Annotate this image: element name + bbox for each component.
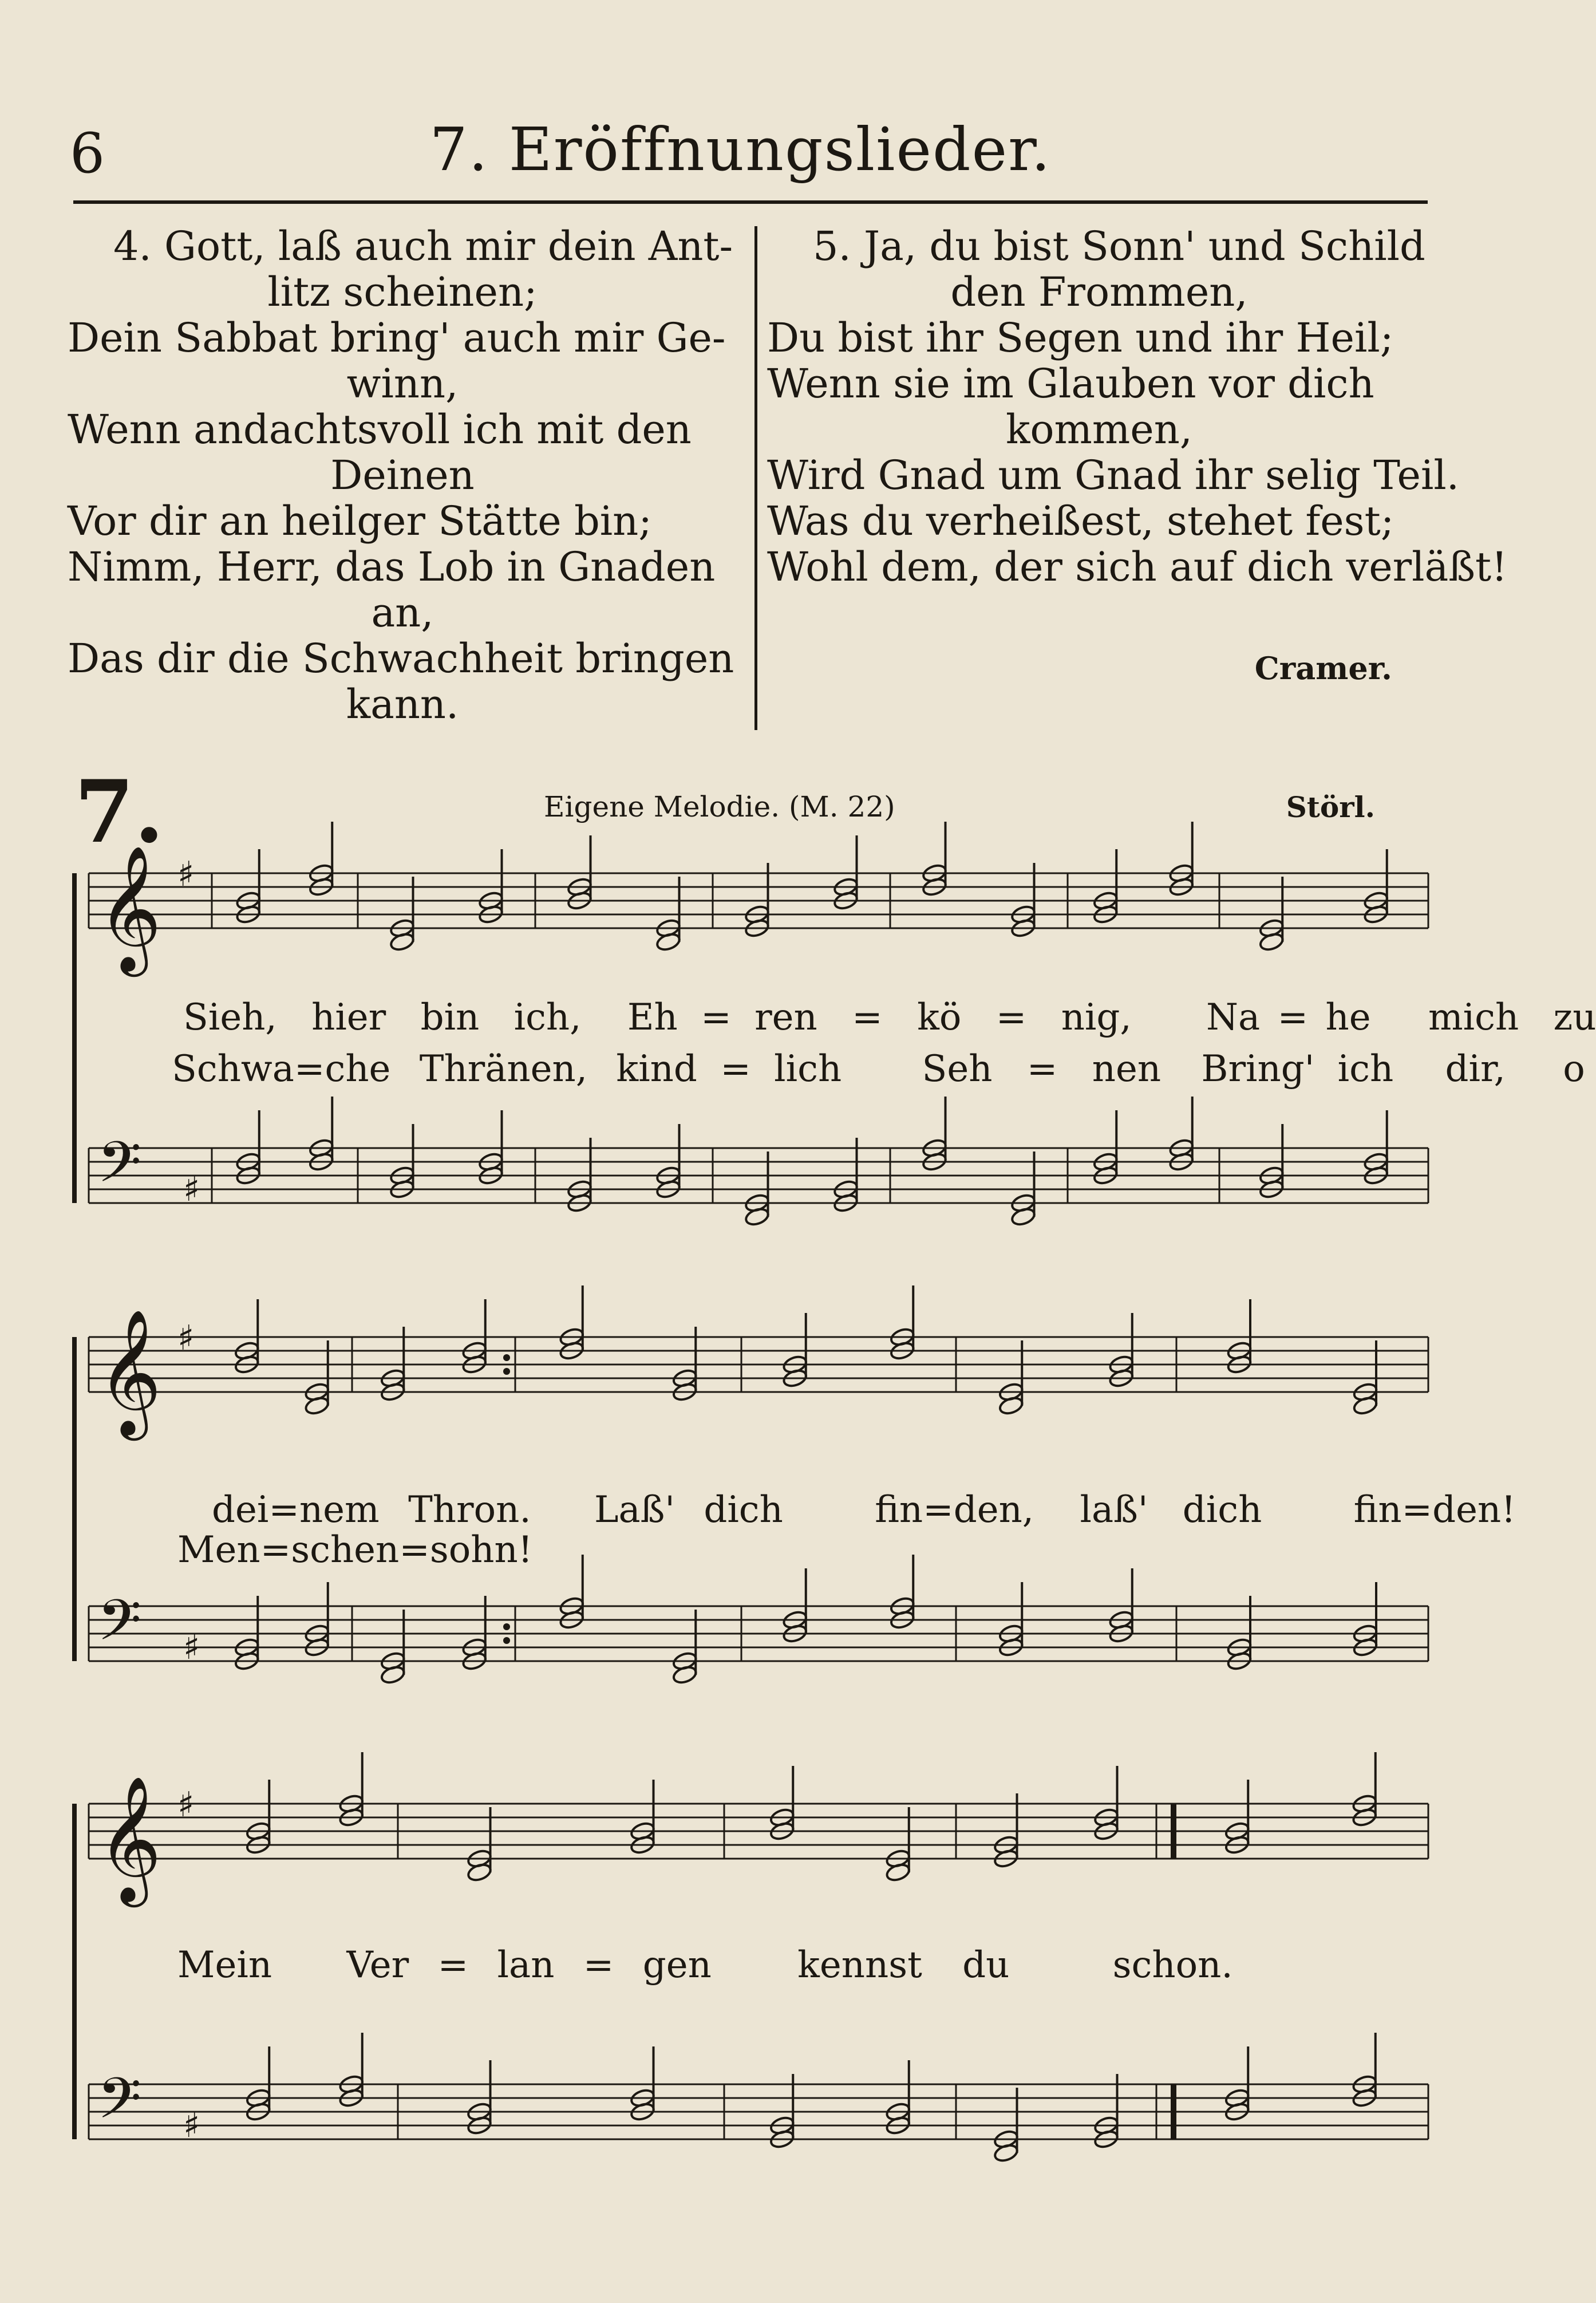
lyric-syllable: Na bbox=[1206, 996, 1261, 1039]
lyric-syllable: nig, bbox=[1061, 996, 1132, 1039]
verse-line: den Frommen, bbox=[950, 269, 1248, 316]
lyric-syllable: schon. bbox=[1112, 1944, 1233, 1986]
lyric-syllable: = bbox=[1401, 1489, 1433, 1531]
verse-line: kommen, bbox=[1005, 406, 1193, 453]
lyric-syllable: = bbox=[995, 996, 1027, 1039]
bass-clef-icon: 𝄢 bbox=[97, 1130, 142, 1209]
lyric-syllable: bin bbox=[420, 996, 480, 1039]
lyric-syllable: = bbox=[268, 1489, 299, 1531]
treble-clef-icon: 𝄞 bbox=[97, 1308, 162, 1435]
bass-clef-icon: 𝄢 bbox=[97, 2066, 142, 2146]
lyric-syllable: = bbox=[399, 1529, 430, 1571]
lyric-syllable: = bbox=[583, 1944, 614, 1986]
verse-line: Wird Gnad um Gnad ihr selig Teil. bbox=[767, 452, 1460, 499]
hymn-number: 7. bbox=[74, 762, 164, 862]
lyric-syllable: nen bbox=[1092, 1048, 1162, 1090]
verse-line: litz scheinen; bbox=[267, 269, 538, 316]
lyric-syllable: Sieh, bbox=[183, 996, 277, 1039]
verse-line: Nimm, Herr, das Lob in Gnaden bbox=[68, 543, 716, 590]
lyric-syllable: kö bbox=[917, 996, 962, 1039]
lyric-syllable: gen bbox=[642, 1944, 712, 1986]
sharp-icon: ♯ bbox=[183, 2105, 200, 2146]
lyric-syllable: kennst bbox=[797, 1944, 922, 1986]
lyric-syllable: Bring' bbox=[1201, 1048, 1315, 1090]
lyric-syllable: dich bbox=[704, 1489, 783, 1531]
lyric-syllable: Mein bbox=[177, 1944, 272, 1986]
lyric-syllable: = bbox=[437, 1944, 469, 1986]
verse-line: Das dir die Schwachheit bringen bbox=[68, 635, 734, 682]
lyric-syllable: Thron. bbox=[408, 1489, 531, 1531]
verse-line: an, bbox=[371, 589, 434, 636]
verse-line: Vor dir an heilger Stätte bin; bbox=[68, 498, 652, 545]
lyric-syllable: Thränen, bbox=[419, 1048, 588, 1090]
lyric-syllable: ich bbox=[1337, 1048, 1394, 1090]
verse-line: Deinen bbox=[330, 452, 475, 499]
verse-line: winn, bbox=[346, 360, 459, 407]
lyric-syllable: fin bbox=[1353, 1489, 1402, 1531]
lyric-syllable: den, bbox=[953, 1489, 1034, 1531]
sharp-icon: ♯ bbox=[177, 854, 195, 894]
sharp-icon: ♯ bbox=[177, 1318, 195, 1358]
lyric-syllable: den! bbox=[1432, 1489, 1516, 1531]
verse-line: 4. Gott, laß auch mir dein Ant- bbox=[113, 223, 733, 270]
repeat-dot bbox=[503, 1623, 510, 1630]
sharp-icon: ♯ bbox=[183, 1627, 200, 1667]
lyric-syllable: kind bbox=[616, 1048, 697, 1090]
lyric-syllable: laß' bbox=[1080, 1489, 1148, 1531]
verse-line: Dein Sabbat bring' auch mir Ge- bbox=[68, 314, 726, 361]
lyric-syllable: = bbox=[1277, 996, 1309, 1039]
lyric-syllable: dei bbox=[212, 1489, 269, 1531]
lyric-syllable: lan bbox=[497, 1944, 555, 1986]
lyric-syllable: Seh bbox=[922, 1048, 993, 1090]
lyric-line bbox=[177, 1944, 1233, 1986]
lyric-line bbox=[177, 1529, 532, 1571]
treble-clef-icon: 𝄞 bbox=[97, 1775, 162, 1902]
lyric-syllable: nem bbox=[299, 1489, 380, 1531]
lyric-syllable: = bbox=[720, 1048, 751, 1090]
repeat-dot bbox=[503, 1637, 510, 1644]
verse-line: Wenn sie im Glauben vor dich bbox=[767, 360, 1374, 407]
repeat-dot bbox=[503, 1368, 510, 1375]
verse-line: Wohl dem, der sich auf dich verläßt! bbox=[767, 543, 1508, 590]
page-title: 7. Eröffnungslieder. bbox=[429, 115, 1052, 184]
lyric-syllable: mich bbox=[1428, 996, 1519, 1039]
lyric-syllable: Schwa=che bbox=[172, 1048, 391, 1090]
lyric-syllable: dich bbox=[1182, 1489, 1262, 1531]
lyric-syllable: he bbox=[1325, 996, 1371, 1039]
lyric-syllable: fin bbox=[875, 1489, 923, 1531]
verse-line: Du bist ihr Segen und ihr Heil; bbox=[767, 314, 1394, 361]
arranger-credit: Störl. bbox=[1286, 790, 1375, 824]
sharp-icon: ♯ bbox=[183, 1169, 200, 1209]
lyric-syllable: = bbox=[923, 1489, 954, 1531]
lyric-line bbox=[172, 1048, 1585, 1090]
lyric-syllable: hier bbox=[311, 996, 386, 1039]
page-number: 6 bbox=[70, 121, 105, 186]
lyric-syllable: dir, bbox=[1445, 1048, 1506, 1090]
lyric-syllable: lich bbox=[774, 1048, 842, 1090]
verse-line: Wenn andachtsvoll ich mit den bbox=[68, 406, 692, 453]
lyric-syllable: ren bbox=[754, 996, 817, 1039]
lyric-syllable: ich, bbox=[513, 996, 582, 1039]
verse-line: Was du verheißest, stehet fest; bbox=[767, 498, 1394, 545]
lyric-syllable: o bbox=[1563, 1048, 1585, 1090]
verse-line: kann. bbox=[346, 681, 459, 728]
lyric-syllable: zu bbox=[1553, 996, 1596, 1039]
lyric-syllable: Eh bbox=[627, 996, 678, 1039]
lyric-line bbox=[212, 1489, 1516, 1531]
repeat-dot bbox=[503, 1354, 510, 1361]
treble-clef-icon: 𝄞 bbox=[97, 845, 162, 971]
sharp-icon: ♯ bbox=[177, 1785, 195, 1825]
lyric-syllable: = bbox=[852, 996, 883, 1039]
bass-clef-icon: 𝄢 bbox=[97, 1588, 142, 1667]
melody-note: Eigene Melodie. (M. 22) bbox=[544, 790, 895, 823]
lyric-syllable: = bbox=[701, 996, 732, 1039]
lyric-syllable: Ver bbox=[346, 1944, 409, 1986]
lyric-line bbox=[183, 996, 1596, 1039]
lyric-syllable: Laß' bbox=[594, 1489, 675, 1531]
verse-line: 5. Ja, du bist Sonn' und Schild bbox=[813, 223, 1425, 270]
lyric-syllable: sohn! bbox=[429, 1529, 533, 1571]
lyric-syllable: Men=schen bbox=[177, 1529, 400, 1571]
lyric-syllable: = bbox=[1026, 1048, 1058, 1090]
lyric-syllable: du bbox=[962, 1944, 1010, 1986]
author-credit: Cramer. bbox=[1254, 650, 1392, 687]
